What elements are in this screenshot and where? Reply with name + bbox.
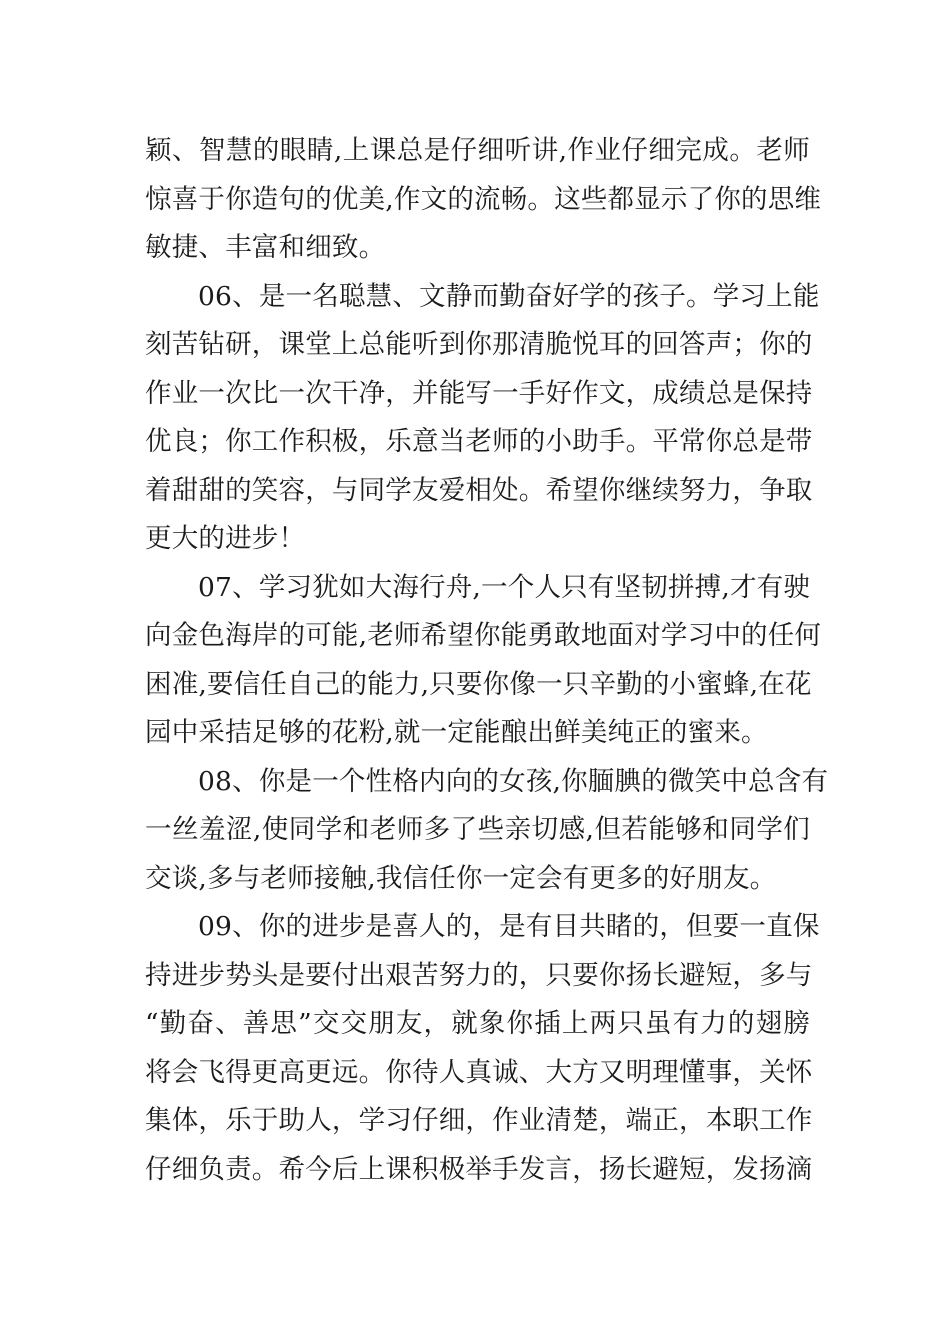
text-line: 向金色海岸的可能,老师希望你能勇敢地面对学习中的任何 [145, 620, 822, 651]
paragraph-07 [145, 564, 822, 758]
text-line: 惊喜于你造句的优美,作文的流畅。这些都显示了你的思维 [145, 183, 822, 215]
text-line: 一丝羞涩,使同学和老师多了些亲切感,但若能够和同学们 [145, 814, 810, 845]
text-line: 06、是一名聪慧、文静而勤奋好学的孩子。学习上能 [198, 280, 820, 312]
text-line: 着甜甜的笑容，与同学友爱相处。希望你继续努力，争取 [145, 474, 813, 506]
document-page [145, 127, 829, 1194]
text-line: 更大的进步！ [145, 523, 306, 554]
text-line: 仔细负责。希今后上课积极举手发言，扬长避短，发扬滴 [145, 1153, 813, 1185]
text-line: 颖、智慧的眼睛,上课总是仔细听讲,作业仔细完成。老师 [145, 135, 810, 166]
text-line: 园中采拮足够的花粉,就一定能酿出鲜美纯正的蜜来。 [145, 717, 768, 748]
text-line: 07、学习犹如大海行舟,一个人只有坚韧拼搏,才有驶 [198, 571, 811, 603]
text-line: 将会飞得更高更远。你待人真诚、大方又明理懂事，关怀 [145, 1056, 813, 1088]
text-line: 困准,要信任自己的能力,只要你像一只辛勤的小蜜蜂,在花 [145, 668, 812, 700]
text-line: 09、你的进步是喜人的，是有目共睹的，但要一直保 [198, 911, 820, 942]
paragraph-08 [145, 758, 829, 904]
text-line: 交谈,多与老师接触,我信任你一定会有更多的好朋友。 [145, 862, 777, 894]
paragraph-09 [145, 903, 820, 1194]
paragraph-06 [145, 273, 820, 564]
paragraph-05-continued [145, 127, 822, 273]
text-line: 08、你是一个性格内向的女孩,你腼腆的微笑中总含有 [198, 765, 829, 797]
text-line: 刻苦钻研，课堂上总能听到你那清脆悦耳的回答声；你的 [145, 329, 813, 360]
text-line: 集体，乐于助人，学习仔细，作业清楚，端正，本职工作 [145, 1105, 813, 1136]
text-line: “勤奋、善思”交交朋友，就象你插上两只虽有力的翅膀 [145, 1008, 810, 1039]
text-line: 优良；你工作积极，乐意当老师的小助手。平常你总是带 [145, 426, 813, 457]
text-line: 作业一次比一次干净，并能写一手好作文，成绩总是保持 [145, 377, 813, 409]
text-line: 敏捷、丰富和细致。 [145, 232, 386, 263]
text-line: 持进步势头是要付出艰苦努力的，只要你扬长避短，多与 [145, 959, 813, 991]
